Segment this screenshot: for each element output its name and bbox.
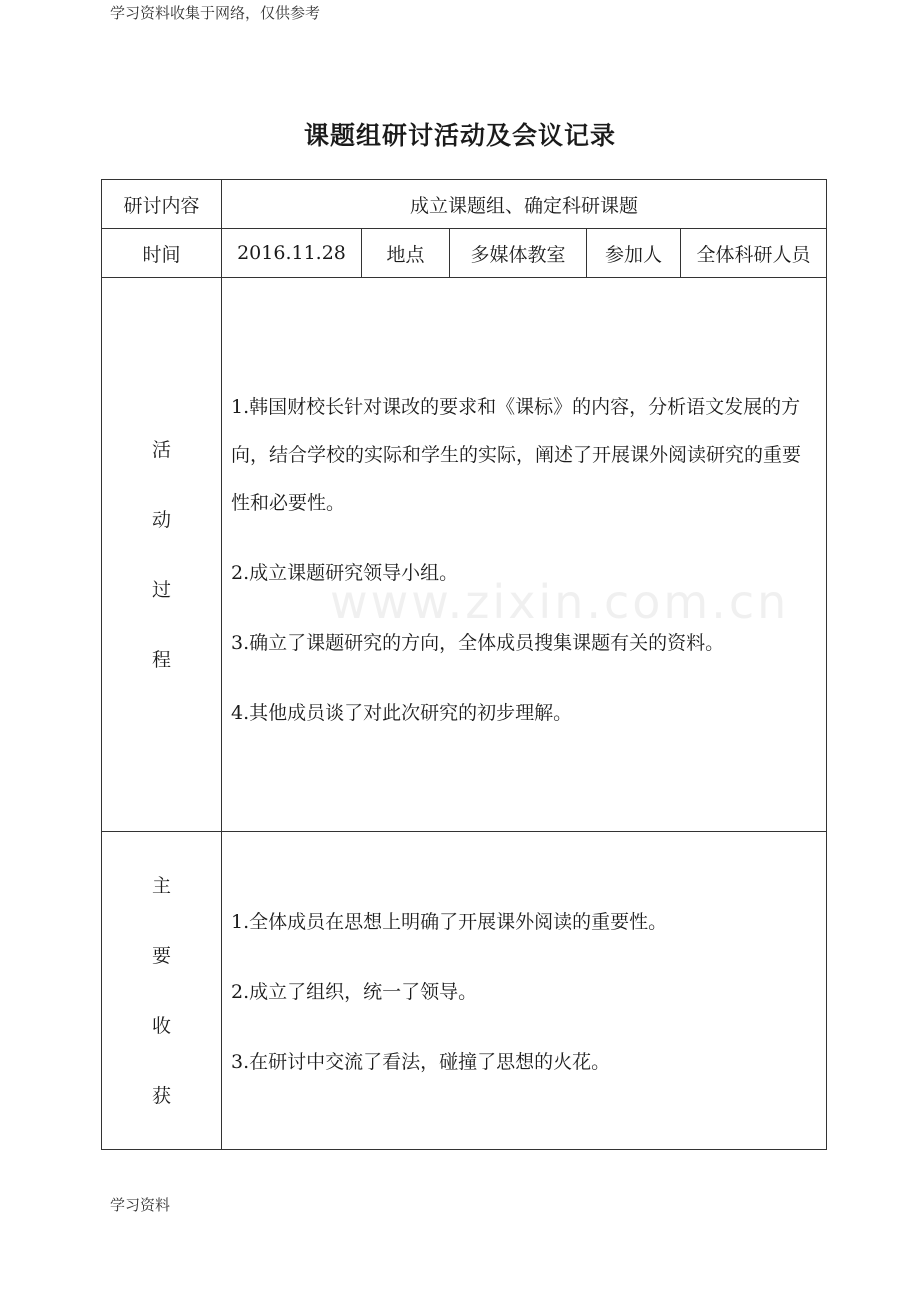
page-title: 课题组研讨活动及会议记录 bbox=[303, 121, 616, 150]
gain-label-cell bbox=[102, 832, 222, 1150]
gain-item: 3.在研讨中交流了看法，碰撞了思想的火花。 bbox=[231, 1051, 611, 1073]
participants-value: 全体科研人员 bbox=[681, 229, 827, 278]
topic-row bbox=[102, 180, 827, 229]
process-label-char: 活 bbox=[151, 438, 171, 461]
process-item: 1.韩国财校长针对课改的要求和《课标》的内容，分析语文发展的方向，结合学校的实际和学生的实际，阐述了开展课外阅读研究的重要性和必要性。 bbox=[231, 396, 802, 514]
gain-label-char: 收 bbox=[151, 1014, 171, 1037]
process-row bbox=[102, 278, 827, 832]
topic-value: 成立课题组、确定科研课题 bbox=[222, 180, 827, 229]
watermark: www.zixin.com.cn bbox=[330, 575, 790, 629]
process-label-char: 动 bbox=[151, 508, 171, 531]
gain-item: 1.全体成员在思想上明确了开展课外阅读的重要性。 bbox=[231, 911, 668, 933]
gain-label-char: 要 bbox=[151, 944, 171, 967]
process-label-char: 过 bbox=[151, 578, 171, 601]
process-item: 3.确立了课题研究的方向，全体成员搜集课题有关的资料。 bbox=[231, 632, 725, 654]
gain-content bbox=[222, 832, 826, 1086]
gain-label bbox=[152, 851, 171, 1131]
process-item: 2.成立课题研究领导小组。 bbox=[231, 562, 459, 584]
process-content bbox=[222, 278, 826, 737]
participants-label: 参加人 bbox=[587, 229, 681, 278]
time-label: 时间 bbox=[102, 229, 222, 278]
gain-item: 2.成立了组织，统一了领导。 bbox=[231, 981, 478, 1003]
gain-label-char: 获 bbox=[151, 1084, 171, 1107]
process-item: 4.其他成员谈了对此次研究的初步理解。 bbox=[231, 702, 573, 724]
place-label: 地点 bbox=[362, 229, 450, 278]
gain-label-char: 主 bbox=[151, 874, 171, 897]
header-note: 学习资料收集于网络，仅供参考 bbox=[110, 4, 321, 22]
meta-row bbox=[102, 229, 827, 278]
process-label bbox=[152, 415, 171, 695]
footer-note: 学习资料 bbox=[110, 1196, 171, 1214]
place-value: 多媒体教室 bbox=[450, 229, 587, 278]
gain-row bbox=[102, 832, 827, 1150]
topic-label: 研讨内容 bbox=[102, 180, 222, 229]
process-label-cell bbox=[102, 278, 222, 832]
process-content-cell bbox=[222, 278, 827, 832]
gain-content-cell bbox=[222, 832, 827, 1150]
process-label-char: 程 bbox=[151, 648, 171, 671]
meeting-record-table bbox=[101, 179, 827, 1150]
time-value: 2016.11.28 bbox=[222, 229, 362, 278]
